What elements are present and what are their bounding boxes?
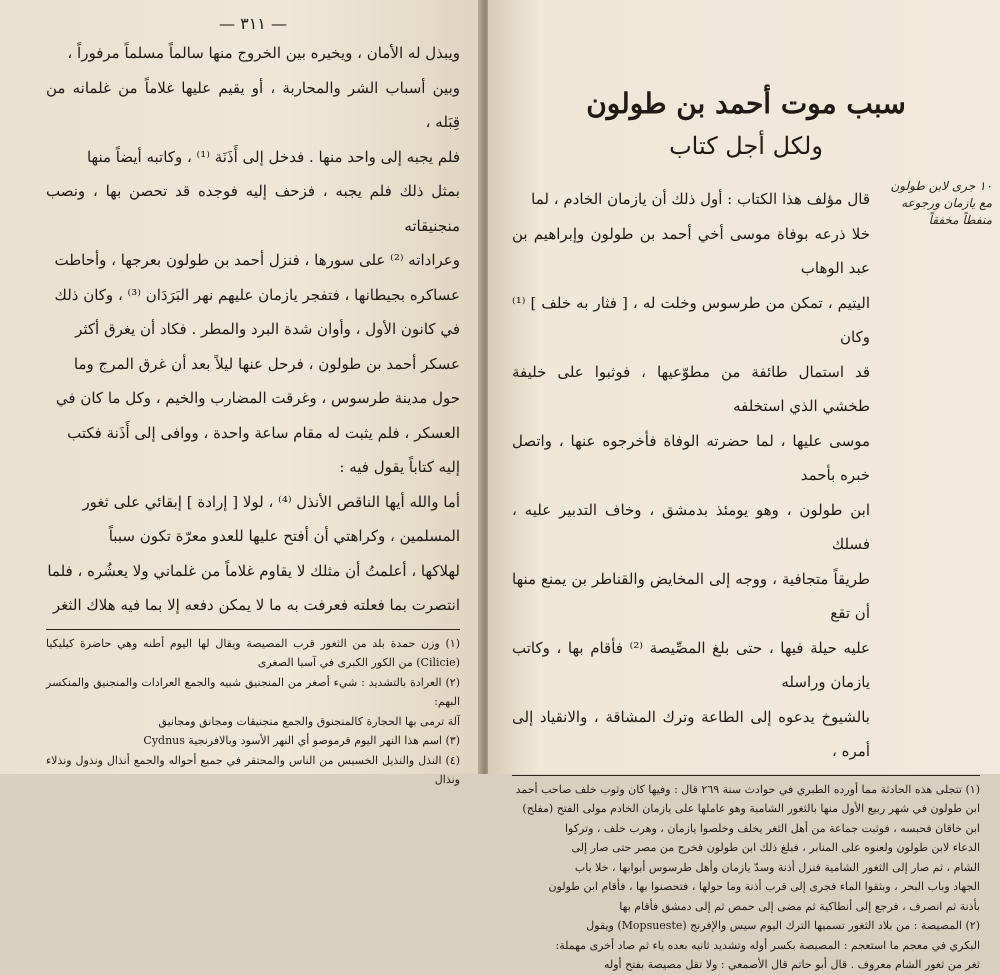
text-line: عسكر أحمد بن طولون ، فرحل عنها ليلاً بعد أن غرق المرج وما <box>73 354 460 373</box>
text-line: إليه كتاباً يقول فيه : <box>339 458 460 476</box>
text-line: اليتيم ، تمكن من طرسوس وخلت له ، [ فثار به خلف ] ⁽¹⁾ وكان <box>512 293 870 346</box>
left-footnotes <box>46 634 460 790</box>
text-line: فلم يجبه إلى واحد منها . فدخل إلى أَذَنَة ⁽¹⁾ ، وكاتبه أيضاً منها <box>86 147 460 166</box>
footnote-divider <box>46 629 460 630</box>
footnote: البكري في معجم ما استعجم : المصيصة بكسر أوله وتشديد ثانيه بعده ياء ثم صاد أخرى مهملة: <box>555 938 980 952</box>
text-line: بمثل ذلك فلم يجبه ، فزحف إليه فوجده قد تحصن بها ، ونصب منجنيقاته <box>46 182 460 235</box>
page-number: — ٣١١ — <box>219 14 287 33</box>
text-line: انتصرت بما فعلته فعرفت به ما لا يمكن دفعه إلا بما فيه هلاك الثغر <box>52 596 460 614</box>
chapter-subtitle: ولكل أجل كتاب <box>669 132 823 160</box>
left-page <box>0 0 482 786</box>
footnote: (١) وزن حمدة بلد من الثغور قرب المصيصة ويقال لها اليوم أطنه وهي حاضرة كيليكيا (Cilicie) من الكور الكبرى في آسيا الصغرى <box>46 636 460 669</box>
footnote: (٢) المصيصة : من بلاد الثغور تسميها الترك اليوم سيس والإفرنج (Mopsueste) ويقول <box>586 919 980 932</box>
text-line: عساكره بجيطانها ، فتفجر يازمان عليهم نهر البَرَدَان ⁽³⁾ ، وكان ذلك <box>54 285 460 304</box>
right-body-text <box>512 182 870 769</box>
footnote: الشام ، ثم صار إلى الثغور الشامية فنزل أذنة وسدّ يازمان وأهل طرسوس أبوابها ، خلا باب <box>574 860 980 874</box>
text-line: طريقاً متجافية ، ووجه إلى المخايض والقناطر بن يمنع منها أن تقع <box>512 569 870 622</box>
text-line: ويبذل له الأمان ، ويخيره بين الخروج منها سالماً مسلماً مرفوراً ، <box>67 44 460 62</box>
footnote: (٣) اسم هذا النهر اليوم قرموصو أي النهر الأسود وبالافرنجية Cydnus <box>143 734 460 747</box>
footnote: آلة ترمى بها الحجارة كالمنجنوق والجمع منجنيقات ومجانق ومجانيق <box>158 714 460 728</box>
text-line: موسى عليها ، لما حضرته الوفاة فأخرجوه عنها ، واتصل خبره بأحمد <box>512 431 870 484</box>
text-line: خلا ذرعه بوفاة موسى أخي أحمد بن طولون وإبراهيم بن عبد الوهاب <box>512 224 870 277</box>
text-line: بالشيوخ يدعوه إلى الطاعة وترك المشاقة ، والانقياد إلى أمره ، <box>512 707 870 760</box>
right-footnotes <box>512 780 980 975</box>
text-line: قال مؤلف هذا الكتاب : أول ذلك أن يازمان الخادم ، لما <box>531 190 870 208</box>
text-line: لهلاكها ، أعلمتُ أن مثلك لا يقاوم غلاماً من غلماني ولا يعشُره ، فلما <box>47 561 460 580</box>
text-line: حول مدينة طرسوس ، وغرقت المضارب والخيم ، وكل ما كان في <box>55 389 460 407</box>
text-line: قد استمال طائفة من مطوّعيها ، فوثبوا على خليفة طخشي الذي استخلفه <box>512 362 870 415</box>
text-line: أما والله أيها الناقص الأنذل ⁽⁴⁾ ، لولا [ إرادة ] إبقائي على ثغور <box>82 492 460 511</box>
text-line: وعراداته ⁽²⁾ على سورها ، فنزل أحمد بن طولون بعرجها ، وأحاطت <box>54 251 460 269</box>
footnote: (٢) العرادة بالتشديد : شيء أصغر من المنجنيق شبيه والجمع العرادات والمنجنيق والمنكسر البهم: <box>46 675 460 708</box>
footnote: ابن طولون في شهر ربيع الأول منها بالثغور الشامية وهو عاملها على يازمان الخادم مولى الفتح (مفلح) <box>522 802 980 815</box>
text-line: وبين أسباب الشر والمحاربة ، أو يقيم عليها غلاماً من غلمانه من قِبَله ، <box>46 78 460 131</box>
footnote: بأذنة ثم انصرف ، فرجع إلى أنطاكية ثم مضى إلى حمص ثم إلى دمشق فأقام بها <box>619 899 980 913</box>
footnote: ثغر من ثغور الشام معروف . قال أبو حاتم قال الأصمعي : ولا تقل مصيصة بفتح أوله <box>603 958 980 971</box>
left-body-text <box>46 36 460 623</box>
margin-note: ١٠ جرى لابن طولون مع يازمان ورجوعه منفطاً مخفقاً <box>890 179 992 227</box>
footnote-divider <box>512 775 980 776</box>
text-line: المسلمين ، وكراهتي أن أفتح عليها للعدو معرّة تكون سبباً <box>108 527 460 545</box>
right-page <box>488 0 1000 971</box>
chapter-title: سبب موت أحمد بن طولون <box>586 87 906 120</box>
text-line: في كانون الأول ، وأوان شدة البرد والمطر . فكاد أن يغرق أكثر <box>75 320 460 338</box>
text-line: العسكر ، فلم يثبت له مقام ساعة واحدة ، ووافى إلى أَذَنة فكتب <box>67 423 460 442</box>
text-line: ابن طولون ، وهو يومئذ بدمشق ، وخاف التدبير عليه ، فسلك <box>512 500 870 553</box>
footnote: الجهاد وباب البحر ، وبثقوا الماء فجرى إلى قرب أذنة وما حولها ، فتحصنوا بها ، فأقام ابن طولون <box>548 880 980 893</box>
footnote: (١) تتجلى هذه الحادثة مما أورده الطبري في حوادث سنة ٢٦٩ قال : وفيها كان وثوب خلف صاحب أحمد <box>515 782 980 796</box>
footnote: (٤) النذل والنذيل الخسيس من الناس والمحتقر في جميع أحواله والجمع أنذال ونذول ونذلاء ونذال <box>46 753 460 786</box>
footnote: ابن خاقان فحبسه ، فوثبت جماعة من أهل الثغر يخلف وخلصوا يازمان ، وهرب خلف ، وتركوا <box>564 821 980 835</box>
text-line: عليه حيلة فيها ، حتى بلغ المصِّيصة ⁽²⁾ فأقام بها ، وكاتب يازمان وراسله <box>512 638 870 691</box>
footnote: الدعاء لابن طولون ولعنوه على المنابر ، فبلغ ذلك ابن طولون فخرج من مصر حتى صار إلى <box>571 841 980 854</box>
